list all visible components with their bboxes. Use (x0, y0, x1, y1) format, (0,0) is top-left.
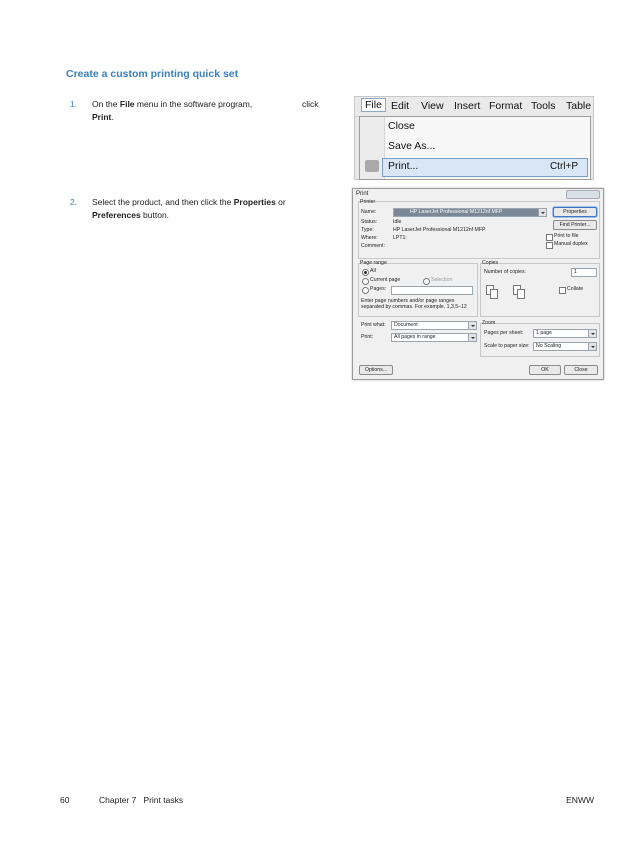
print-to-file-label: Print to file (554, 233, 579, 239)
print-shortcut: Ctrl+P (549, 161, 578, 172)
print-dialog-screenshot (352, 188, 604, 380)
menu-table[interactable]: Table (566, 100, 592, 112)
step-1-print: Print (92, 112, 112, 122)
chevron-down-icon (468, 334, 476, 341)
status-label: Status: (361, 219, 378, 225)
step-2-preferences: Preferences (92, 210, 141, 220)
print-value: All pages in range (394, 334, 436, 340)
menu-view[interactable]: View (421, 100, 444, 112)
menu-item-save-as[interactable]: Save As... (388, 140, 436, 152)
print-what-label: Print what: (361, 322, 386, 328)
scale-label: Scale to paper size: (484, 343, 530, 349)
pages-input[interactable] (391, 286, 473, 295)
scale-value: No Scaling (536, 343, 562, 349)
file-menu-screenshot (354, 96, 594, 180)
printer-icon (365, 160, 379, 172)
menu-file[interactable]: File (361, 98, 386, 112)
step-2-end: button. (140, 210, 170, 220)
find-printer-button[interactable]: Find Printer... (553, 220, 597, 230)
step-2-pre: Select the product, and then click the (92, 197, 234, 207)
all-label: All (370, 268, 376, 274)
pages-per-sheet-combo[interactable] (533, 329, 597, 338)
print-what-combo[interactable] (391, 321, 477, 330)
ok-button[interactable]: OK (529, 365, 561, 375)
step-1-post: click (302, 99, 319, 109)
chevron-down-icon (468, 322, 476, 329)
selection-label: Selection (431, 277, 453, 283)
step-2-number: 2. (70, 197, 78, 207)
zoom-label: Zoom (482, 320, 496, 326)
step-1-mid: menu in the software program, (134, 99, 253, 109)
selection-radio[interactable] (423, 278, 430, 285)
print-combo[interactable] (391, 333, 477, 342)
file-dropdown (359, 116, 591, 180)
menu-bar (355, 97, 593, 117)
chapter-title: Chapter 7 Print tasks (99, 795, 184, 805)
collate-page-icon (517, 289, 525, 299)
copies-value: 1 (574, 269, 577, 275)
menu-format[interactable]: Format (489, 100, 523, 112)
pages-radio[interactable] (362, 287, 369, 294)
type-label: Type: (361, 227, 374, 233)
name-label: Name: (361, 209, 377, 215)
collate-checkbox[interactable] (559, 287, 566, 294)
manual-duplex-label: Manual duplex (554, 241, 588, 247)
copies-label: Copies (482, 260, 499, 266)
menu-edit[interactable]: Edit (391, 100, 410, 112)
window-controls-icon[interactable] (566, 190, 600, 199)
chevron-down-icon (588, 343, 596, 350)
pages-per-sheet-label: Pages per sheet: (484, 330, 524, 336)
step-2-mid: or (275, 197, 286, 207)
range-hint-line-2: separated by commas. For example, 1,3,5–12 (361, 304, 467, 310)
chevron-down-icon (538, 209, 546, 216)
close-button[interactable]: Close (564, 365, 598, 375)
menu-item-close[interactable]: Close (388, 120, 415, 132)
where-label: Where: (361, 235, 378, 241)
step-2-text (92, 196, 342, 222)
menu-item-print[interactable]: Print... (388, 160, 419, 172)
step-1-number: 1. (70, 99, 78, 109)
print-to-file-checkbox[interactable] (546, 234, 553, 241)
print-what-value: Document (394, 322, 418, 328)
printer-name-combo[interactable] (393, 208, 547, 217)
collate-page-icon (490, 289, 498, 299)
number-of-copies-label: Number of copies: (484, 269, 527, 275)
where-value: LPT1: (393, 235, 407, 241)
page-number: 60 (60, 795, 70, 805)
page-range-label: Page range (360, 260, 387, 266)
collate-label: Collate (567, 286, 584, 292)
step-1-text (92, 98, 332, 124)
menu-tools[interactable]: Tools (531, 100, 556, 112)
current-page-radio[interactable] (362, 278, 369, 285)
printer-name-value: HP LaserJet Professional M1212nf MFP (410, 209, 503, 215)
step-1-end: . (111, 112, 114, 122)
section-heading: Create a custom printing quick set (66, 68, 239, 80)
properties-button[interactable]: Properties (553, 207, 597, 217)
scale-combo[interactable] (533, 342, 597, 351)
step-1-pre: On the (92, 99, 120, 109)
print-label: Print: (361, 334, 374, 340)
type-value: HP LaserJet Professional M1212nf MFP (393, 227, 486, 233)
options-button[interactable]: Options... (359, 365, 393, 375)
chevron-down-icon (588, 330, 596, 337)
step-1-file: File (119, 99, 135, 109)
dialog-title: Print (356, 191, 369, 197)
pages-per-sheet-value: 1 page (536, 330, 552, 336)
pages-label: Pages: (370, 286, 387, 292)
range-hint-line-1: Enter page numbers and/or page ranges (361, 298, 455, 304)
status-value: Idle (393, 219, 402, 225)
step-2-properties: Properties (233, 197, 276, 207)
menu-insert[interactable]: Insert (454, 100, 481, 112)
comment-label: Comment: (361, 243, 385, 249)
copies-input[interactable] (571, 268, 597, 277)
footer-enww: ENWW (566, 795, 594, 805)
printer-group-label: Printer (360, 199, 376, 205)
current-page-label: Current page (370, 277, 401, 283)
manual-duplex-checkbox[interactable] (546, 242, 553, 249)
all-radio[interactable] (362, 269, 369, 276)
